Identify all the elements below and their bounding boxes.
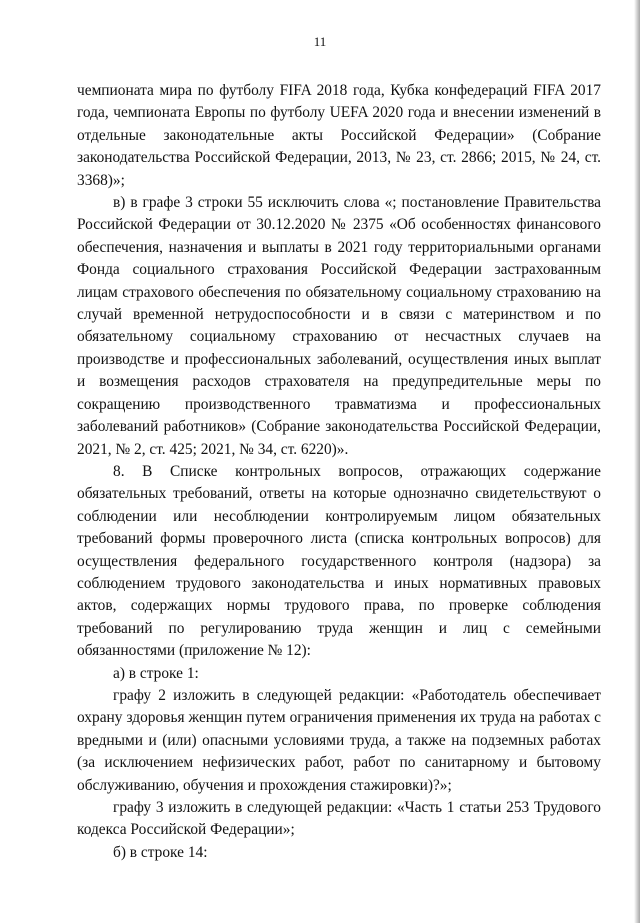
paragraph-6: графу 3 изложить в следующей редакции: «Часть 1 статьи 253 Трудового кодекса Российской Федерации»;: [77, 799, 601, 839]
document-body: [77, 80, 601, 864]
scan-edge-shadow: [634, 0, 640, 923]
paragraph-2: в) в графе 3 строки 55 исключить слова «; постановление Правительства Российской Федерации от 30.12.2020 № 2375 «Об особенностях финансового обеспечения, назначения и выплаты в 2021 году территориальными органами Фонда социального страхования Российской Федерации застрахованным лицам страхового обеспечения по обязательному социальному страхованию на случай временной нетрудоспособности и в связи с материнством и по обязательному социальному страхованию от несчастных случаев на производстве и профессиональных заболеваний, осуществления иных выплат и возмещения расходов страхователя на предупредительные меры по сокращению производственного травматизма и профессиональных заболеваний работников» (Собрание законодательства Российской Федерации, 2021, № 2, ст. 425; 2021, № 34, ст. 6220)».: [77, 194, 601, 458]
page-number: 11: [313, 34, 327, 49]
paragraph-4: а) в строке 1:: [113, 664, 199, 682]
paragraph-1: чемпионата мира по футболу FIFA 2018 года, Кубка конфедераций FIFA 2017 года, чемпионата Европы по футболу UEFA 2020 года и внесении изменений в отдельные законодательные акты Российской Федерации» (Собрание законодательства Российской Федерации, 2013, № 23, ст. 2866; 2015, № 24, ст. 3368)»;: [77, 82, 601, 189]
paragraph-3: 8. В Списке контрольных вопросов, отражающих содержание обязательных требований, ответы на которые однозначно свидетельствуют о соблюдении или несоблюдении контролируемым лицом обязательных требований формы проверочного листа (списка контрольных вопросов) для осуществления федерального государственного контроля (надзора) за соблюдением трудового законодательства и иных нормативных правовых актов, содержащих нормы трудового права, по проверке соблюдения требований по регулированию труда женщин и лиц с семейными обязанностями (приложение № 12):: [77, 462, 601, 660]
paragraph-5: графу 2 изложить в следующей редакции: «Работодатель обеспечивает охрану здоровья женщин путем ограничения применения их труда на работах с вредными и (или) опасными условиями труда, а также на подземных работах (за исключением нефизических работ, работ по санитарному и бытовому обслуживанию, обучения и прохождения стажировки)?»;: [77, 686, 601, 794]
paragraph-7: б) в строке 14:: [113, 843, 208, 861]
